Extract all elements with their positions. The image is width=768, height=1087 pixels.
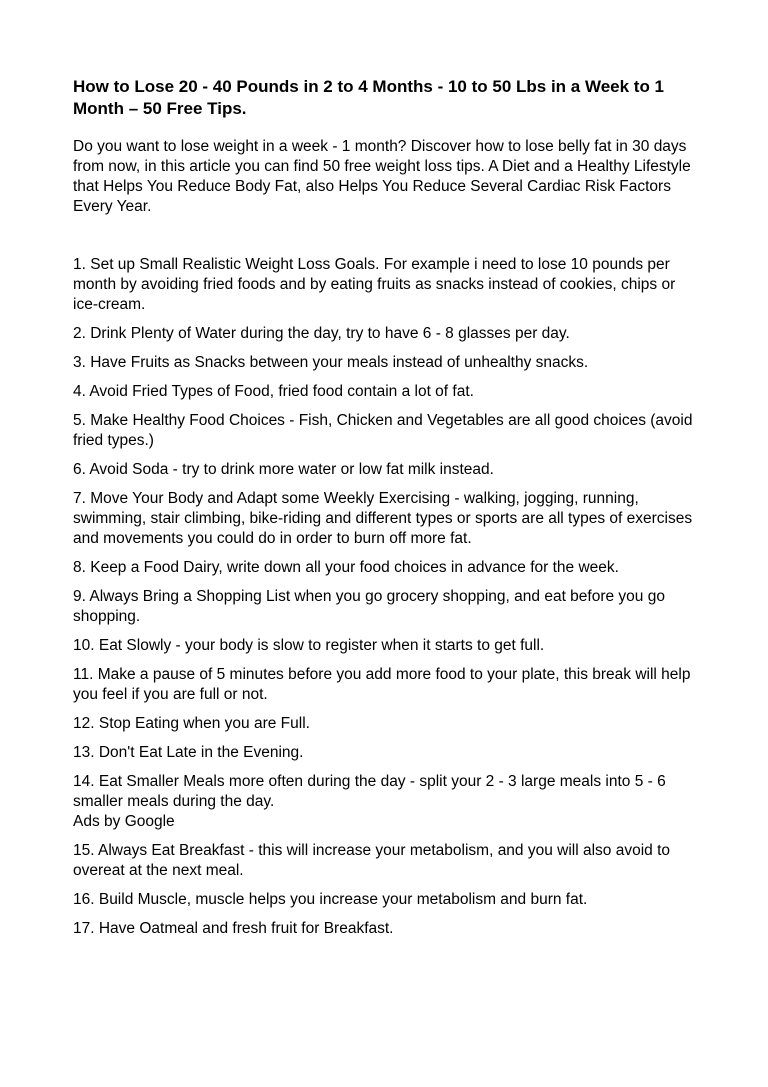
ads-label: Ads by Google	[73, 813, 175, 830]
intro-paragraph: Do you want to lose weight in a week - 1 month? Discover how to lose belly fat in 30 days from now, in this article you can find 50 free weight loss tips. A Diet and a Healthy Lifestyle that Helps You Reduce Body Fat, also Helps You Reduce Several Cardiac Risk Factors Every Year.	[73, 138, 691, 215]
tip-item-13: 13. Don't Eat Late in the Evening.	[73, 744, 304, 761]
tip-item-8: 8. Keep a Food Dairy, write down all your food choices in advance for the week.	[73, 559, 619, 576]
tip-item-14	[73, 772, 703, 832]
tips-list	[73, 255, 703, 939]
tip-item-11: 11. Make a pause of 5 minutes before you add more food to your plate, this break will help you feel if you are full or not.	[73, 666, 691, 703]
document-page	[73, 76, 703, 948]
tip-item-1: 1. Set up Small Realistic Weight Loss Goals. For example i need to lose 10 pounds per month by avoiding fried foods and by eating fruits as snacks instead of cookies, chips or ice-cream.	[73, 256, 676, 313]
tip-item-17: 17. Have Oatmeal and fresh fruit for Breakfast.	[73, 920, 394, 937]
tip-item-15: 15. Always Eat Breakfast - this will increase your metabolism, and you will also avoid to overeat at the next meal.	[73, 842, 671, 879]
tip-item-6: 6. Avoid Soda - try to drink more water or low fat milk instead.	[73, 461, 494, 478]
tip-item-5: 5. Make Healthy Food Choices - Fish, Chicken and Vegetables are all good choices (avoid fried types.)	[73, 412, 693, 449]
tip-item-16: 16. Build Muscle, muscle helps you increase your metabolism and burn fat.	[73, 891, 588, 908]
tip-item-12: 12. Stop Eating when you are Full.	[73, 715, 310, 732]
tip-item-7: 7. Move Your Body and Adapt some Weekly Exercising - walking, jogging, running, swimming, stair climbing, bike-riding and different types or sports are all types of exercises and movements you could do in order to burn off more fat.	[73, 490, 693, 547]
tip-item-14-text: 14. Eat Smaller Meals more often during the day - split your 2 - 3 large meals into 5 - 6 smaller meals during the day.	[73, 773, 666, 810]
tip-item-3: 3. Have Fruits as Snacks between your meals instead of unhealthy snacks.	[73, 354, 589, 371]
document-title: How to Lose 20 - 40 Pounds in 2 to 4 Months - 10 to 50 Lbs in a Week to 1 Month – 50 Free Tips.	[73, 77, 665, 118]
tip-item-2: 2. Drink Plenty of Water during the day, try to have 6 - 8 glasses per day.	[73, 325, 570, 342]
tip-item-10: 10. Eat Slowly - your body is slow to register when it starts to get full.	[73, 637, 545, 654]
tip-item-4: 4. Avoid Fried Types of Food, fried food contain a lot of fat.	[73, 383, 474, 400]
tip-item-9: 9. Always Bring a Shopping List when you go grocery shopping, and eat before you go shopping.	[73, 588, 665, 625]
